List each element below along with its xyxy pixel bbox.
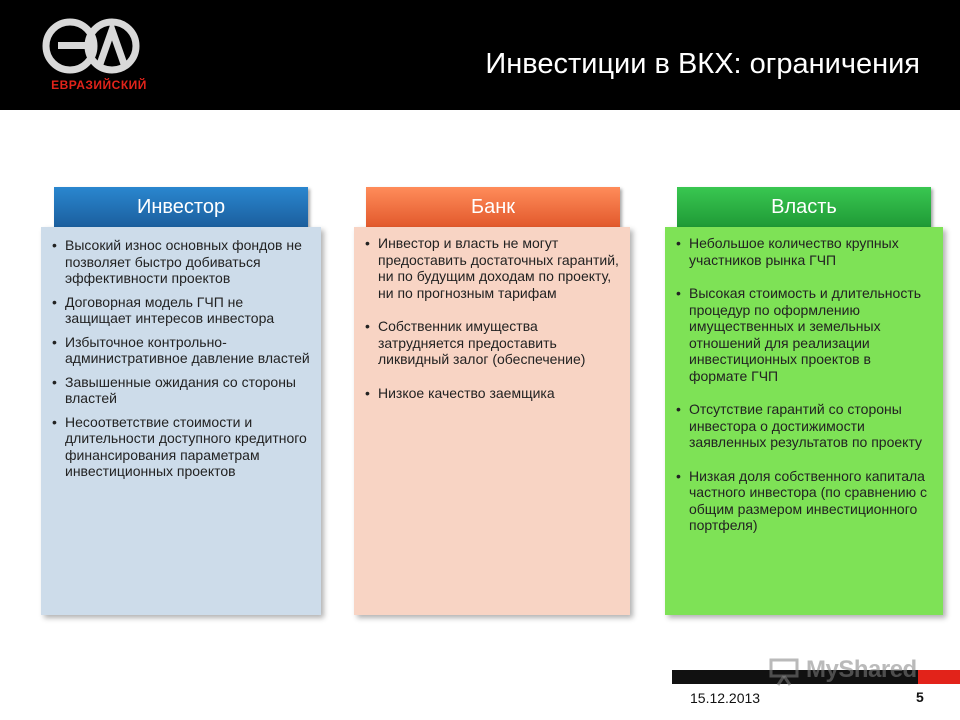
slide-title: Инвестиции в ВКХ: ограничения: [485, 48, 920, 80]
list-item: • Высокий износ основных фондов не позволяет быстро добиваться эффективности проектов: [47, 237, 311, 287]
list-item: • Небольшое количество крупных участников рынка ГЧП: [671, 235, 933, 268]
slide-date: 15.12.2013: [690, 690, 761, 706]
watermark: MyShared: [806, 656, 917, 683]
list-item: • Договорная модель ГЧП не защищает интересов инвестора: [47, 294, 311, 327]
authority-header: Власть: [677, 187, 931, 227]
presentation-icon: [768, 656, 802, 686]
investor-panel: [41, 227, 321, 615]
bank-panel: [354, 227, 630, 615]
bank-header: Банк: [366, 187, 620, 227]
footer-accent: [918, 670, 960, 684]
investor-header: Инвестор: [54, 187, 308, 227]
logo-text: ЕВРАЗИЙСКИЙ: [51, 78, 147, 92]
authority-panel: [665, 227, 943, 615]
header-bar: [0, 0, 960, 110]
list-item: • Несоответствие стоимости и длительности доступного кредитного финансирования параметрам инвестиционных проектов: [47, 414, 311, 480]
list-item: • Избыточное контрольно-административное давление властей: [47, 334, 311, 367]
list-item: • Отсутствие гарантий со стороны инвестора о достижимости заявленных результатов по проекту: [671, 401, 933, 451]
list-item: • Низкая доля собственного капитала частного инвестора (по сравнению с общим размером инвестиционного портфеля): [671, 468, 933, 534]
list-item: • Завышенные ожидания со стороны властей: [47, 374, 311, 407]
list-item: • Собственник имущества затрудняется предоставить ликвидный залог (обеспечение): [360, 318, 620, 368]
page-number: 5: [916, 689, 924, 705]
list-item: • Высокая стоимость и длительность процедур по оформлению имущественных и земельных отношений для реализации инвестиционных проектов в формате ГЧП: [671, 285, 933, 384]
list-item: • Инвестор и власть не могут предоставить достаточных гарантий, ни по будущим доходам по проекту, ни по прогнозным тарифам: [360, 235, 620, 301]
list-item: • Низкое качество заемщика: [360, 385, 620, 402]
